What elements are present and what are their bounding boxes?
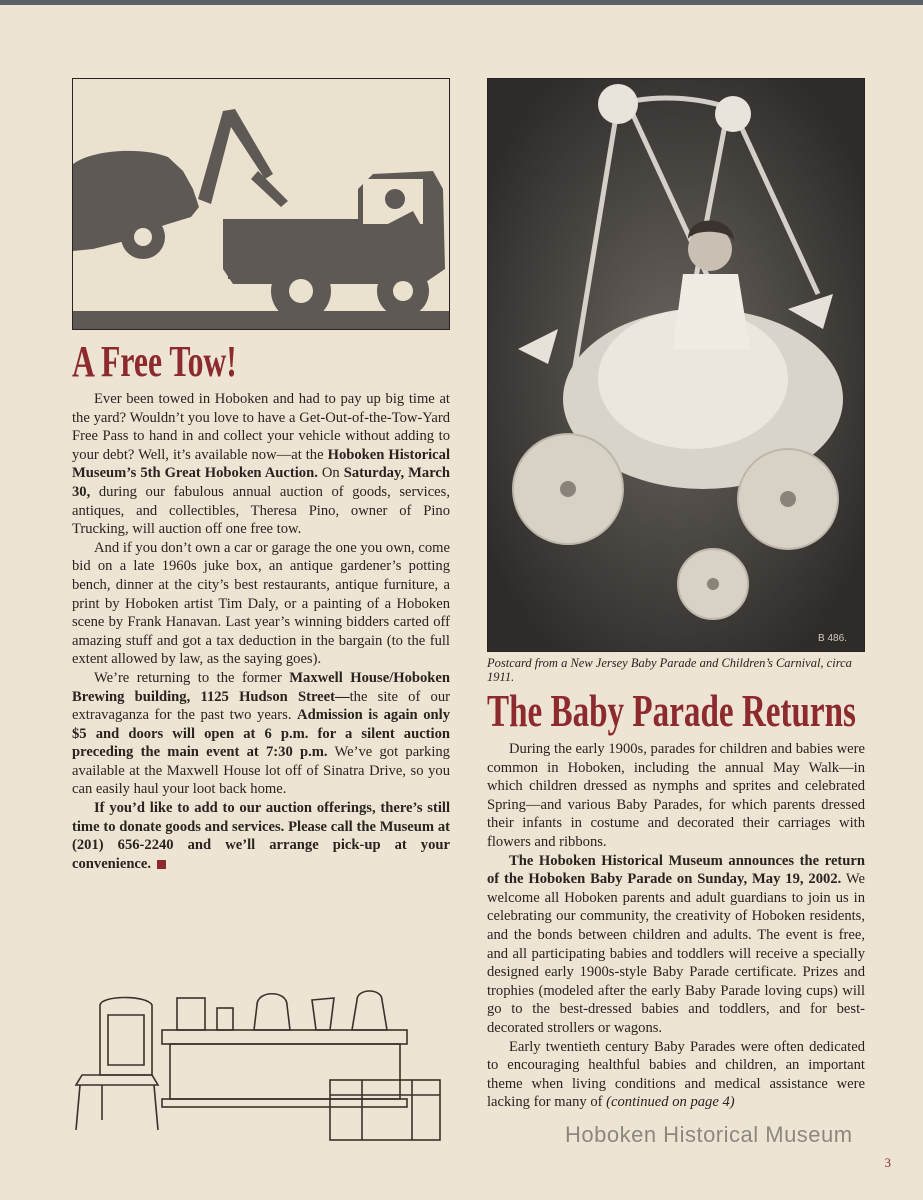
baby-parade-article-body [487, 740, 865, 1112]
tow-paragraph-4 [72, 799, 450, 873]
photo-stamp: B 486. [818, 633, 847, 644]
baby-p2-text: We welcome all Hoboken parents and adult guardians to join us in celebrating our community, the creativity of Hoboken residents, and the bonds between children and adults. The event is free, and all participating babies and toddlers will receive a specially designed early 1900s-style Baby Parade certificate. Prizes and trophies (modeled after the early Baby Parade loving cups) will go to the best-dressed babies and toddlers, and for best-decorated strollers or wagons. [487, 871, 866, 1036]
end-mark-icon [157, 860, 166, 869]
tow-truck-illustration [72, 78, 450, 330]
tow-p3-bold-venue: Maxwell House/Hoboken Brewing building, 1125 Hudson Street— [72, 669, 451, 705]
tow-p3-text-end: We’ve got parking available at the Maxwell House lot off of Sinatra Drive, so you can easily haul your loot back home. [72, 744, 450, 798]
continued-on-page-link[interactable]: (continued on page 4) [606, 1094, 735, 1111]
right-column [487, 78, 865, 1112]
baby-paragraph-2 [487, 852, 865, 1038]
page-number: 3 [884, 1155, 891, 1170]
left-column [72, 78, 450, 873]
tow-p1-text: Ever been towed in Hoboken and had to pay up big time at the yard? Wouldn’t you love to have a Get-Out-of-the-Tow-Yard Free Pass to hand in and collect your vehicle without adding to your debt? Well, it’s available now—at the [72, 391, 450, 463]
tow-p3-bold-admission: Admission is again only $5 and doors will open at 6 p.m. for a silent auction preceding the main event at 7:30 p.m. [72, 707, 450, 761]
baby-p3-text: Early twentieth century Baby Parades were often dedicated to encouraging healthful babies and children, an important theme when living conditions and medical assistance were lacking for many of [487, 1038, 865, 1111]
antique-furniture-illustration [72, 980, 450, 1145]
baby-carriage-photo-drawing [488, 79, 864, 651]
tow-p3-text: We’re returning to the former [94, 669, 290, 686]
photo-caption: Postcard from a New Jersey Baby Parade and Children’s Carnival, circa 1911. [487, 656, 852, 684]
tow-p1-text-on: On [317, 465, 344, 482]
baby-parade-headline: The Baby Parade Returns [487, 685, 856, 736]
furniture-drawing [72, 980, 450, 1145]
baby-p2-bold-announcement: The Hoboken Historical Museum announces the return of the Hoboken Baby Parade on Sunday, May 19, 2002. [487, 852, 865, 888]
tow-paragraph-3 [72, 669, 450, 799]
tow-p1-bold-date: Saturday, March 30, [72, 465, 450, 500]
watermark: Hoboken Historical Museum [565, 1122, 853, 1147]
baby-parade-postcard-photo [487, 78, 865, 652]
baby-paragraph-3 [487, 1038, 865, 1112]
tow-p4-text: If you’d like to add to our auction offerings, there’s still time to donate goods and services. Please call the Museum at (201) 656-2240 and we’ll arrange pick-up at your convenience. [72, 800, 450, 872]
tow-p1-text-end: during our fabulous annual auction of goods, services, antiques, and collectibles, Theresa Pino, owner of Pino Trucking, will auction off one free tow. [72, 483, 450, 538]
baby-paragraph-1: During the early 1900s, parades for children and babies were common in Hoboken, including the annual May Walk—in which children dressed as nymphs and sprites and celebrated Spring—and various Baby Parades, for which parents dressed their infants in costume and decorated their carriages with flowers and ribbons. [487, 741, 865, 850]
tow-article-body [72, 390, 450, 873]
tow-paragraph-1 [72, 390, 450, 539]
tow-truck-silhouette [73, 79, 449, 329]
tow-headline: A Free Tow! [72, 337, 237, 386]
tow-p1-bold-auction: Hoboken Historical Museum’s 5th Great Hoboken Auction. [72, 446, 450, 482]
scan-top-edge [0, 0, 923, 5]
tow-p3-text-mid: the site of our extravaganza for the past two years. [72, 688, 450, 724]
tow-paragraph-2: And if you don’t own a car or garage the one you own, come bid on a late 1960s juke box, an antique gardener’s potting bench, dinner at the city’s best restaurants, antique furniture, a print by Hoboken artist Tim Daly, or a painting of a Hoboken scene by Frank Hanavan. Last year’s winning bidders carted off amazing stuff and got a tax deduction in the bargain (to the full extent allowed by law, as the saying goes). [72, 539, 450, 668]
